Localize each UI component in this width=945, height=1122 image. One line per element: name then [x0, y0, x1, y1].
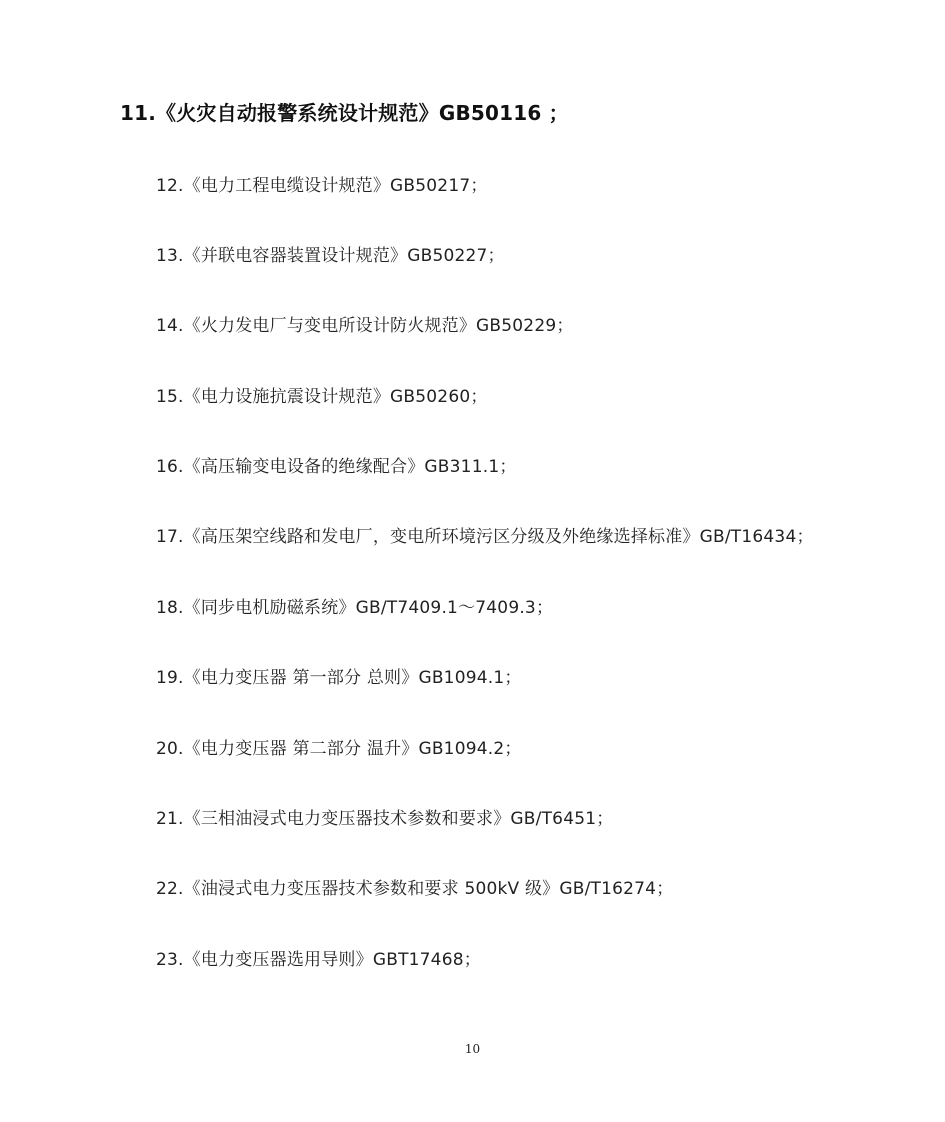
- list-item-15: 15.《电力设施抗震设计规范》GB50260；: [156, 387, 488, 407]
- list-item-18: 18.《同步电机励磁系统》GB/T7409.1～7409.3；: [156, 598, 554, 618]
- list-item-19: 19.《电力变压器 第一部分 总则》GB1094.1；: [156, 668, 522, 688]
- list-item-12: 12.《电力工程电缆设计规范》GB50217；: [156, 176, 488, 196]
- list-item-13: 13.《并联电容器装置设计规范》GB50227；: [156, 246, 505, 266]
- list-item-23: 23.《电力变压器选用导则》GBT17468；: [156, 950, 481, 970]
- page-number: 10: [464, 1042, 481, 1056]
- list-item-22: 22.《油浸式电力变压器技术参数和要求 500kV 级》GB/T16274；: [156, 879, 674, 899]
- list-item-14: 14.《火力发电厂与变电所设计防火规范》GB50229；: [156, 316, 574, 336]
- list-item-11: 11.《火灾自动报警系统设计规范》GB50116 ；: [120, 101, 569, 125]
- list-item-17: 17.《高压架空线路和发电厂，变电所环境污区分级及外绝缘选择标准》GB/T16434；: [156, 527, 814, 547]
- list-item-20: 20.《电力变压器 第二部分 温升》GB1094.2；: [156, 739, 522, 759]
- list-item-16: 16.《高压输变电设备的绝缘配合》GB311.1；: [156, 457, 517, 477]
- list-item-21: 21.《三相油浸式电力变压器技术参数和要求》GB/T6451；: [156, 809, 614, 829]
